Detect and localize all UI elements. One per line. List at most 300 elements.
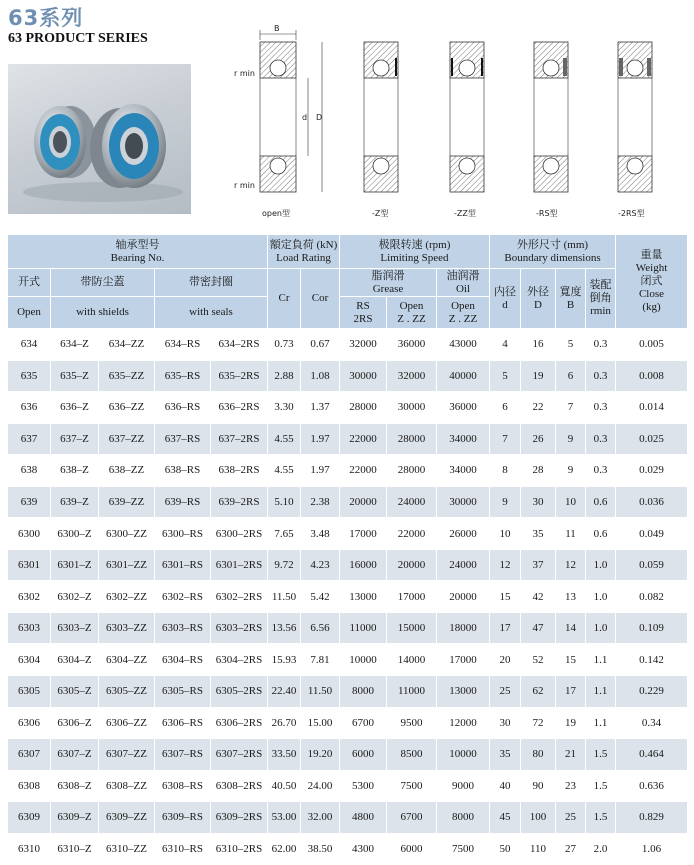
cell-grease-rs-speed: 32000 [340,329,387,361]
cell-weight: 0.008 [616,360,688,392]
cell-rmin: 1.0 [586,549,616,581]
cell-shield-zz-no: 6301–ZZ [99,549,155,581]
cell-rmin: 1.5 [586,770,616,802]
cell-oil-speed: 34000 [437,455,490,487]
cell-weight: 0.829 [616,802,688,834]
cell-open-no: 634 [8,329,51,361]
dimension-rmin-label-top: r min [234,69,255,78]
cell-oil-speed: 12000 [437,707,490,739]
cell-grease-open-speed: 17000 [387,581,437,613]
cell-outer-D: 72 [521,707,556,739]
cell-seal-2rs-no: 6305–2RS [211,676,268,708]
cell-seal-rs-no: 634–RS [155,329,211,361]
cell-outer-D: 80 [521,739,556,771]
cell-open-no: 636 [8,392,51,424]
header-chamfer: 装配 倒角 rmin [586,269,616,329]
cell-cr-value: 2.88 [268,360,301,392]
cell-grease-open-speed: 20000 [387,549,437,581]
cell-cr-value: 9.72 [268,549,301,581]
type-label-rs: -RS型 [536,209,558,218]
drawing-zz-type [450,42,484,218]
cell-shield-zz-no: 6307–ZZ [99,739,155,771]
cell-shield-zz-no: 634–ZZ [99,329,155,361]
header-weight: 重量 Weight 闭式 Close (kg) [616,235,688,329]
cell-cr-value: 4.55 [268,455,301,487]
dimension-rmin-label-bottom: r min [234,181,255,190]
cell-width-B: 15 [556,644,586,676]
cell-seal-2rs-no: 6302–2RS [211,581,268,613]
cell-rmin: 0.3 [586,392,616,424]
cell-oil-speed: 36000 [437,392,490,424]
cell-seal-rs-no: 639–RS [155,486,211,518]
cell-shield-zz-no: 639–ZZ [99,486,155,518]
cell-seal-2rs-no: 6309–2RS [211,802,268,834]
cell-weight: 0.036 [616,486,688,518]
cell-seal-rs-no: 6304–RS [155,644,211,676]
cell-open-no: 6300 [8,518,51,550]
cell-weight: 0.059 [616,549,688,581]
cell-cr-value: 4.55 [268,423,301,455]
cell-cr-value: 26.70 [268,707,301,739]
dimension-d-label: d [302,113,308,122]
cell-cr-value: 33.50 [268,739,301,771]
cell-cor-value: 1.37 [301,392,340,424]
cell-shield-z-no: 6308–Z [51,770,99,802]
cell-seal-rs-no: 6303–RS [155,612,211,644]
cell-cor-value: 2.38 [301,486,340,518]
cell-inner-d: 25 [490,676,521,708]
cell-shield-z-no: 6301–Z [51,549,99,581]
cell-cr-value: 22.40 [268,676,301,708]
cell-width-B: 23 [556,770,586,802]
cell-inner-d: 5 [490,360,521,392]
cell-shield-z-no: 634–Z [51,329,99,361]
cell-shield-zz-no: 6310–ZZ [99,833,155,865]
cell-grease-rs-speed: 8000 [340,676,387,708]
cell-seal-rs-no: 636–RS [155,392,211,424]
table-row [8,549,688,581]
cell-grease-open-speed: 9500 [387,707,437,739]
table-row [8,518,688,550]
table-row [8,581,688,613]
cell-oil-speed: 40000 [437,360,490,392]
cell-rmin: 1.0 [586,581,616,613]
cell-shield-zz-no: 6309–ZZ [99,802,155,834]
cell-seal-2rs-no: 638–2RS [211,455,268,487]
cell-inner-d: 40 [490,770,521,802]
header-open-cn: 开式 [8,269,51,297]
header-shields-en: with shields [51,297,155,329]
cell-shield-zz-no: 636–ZZ [99,392,155,424]
cell-width-B: 27 [556,833,586,865]
cell-shield-z-no: 6300–Z [51,518,99,550]
cell-outer-D: 16 [521,329,556,361]
cell-width-B: 12 [556,549,586,581]
header-limiting-speed: 极限转速 (rpm) Limiting Speed [340,235,490,269]
type-label-2rs: -2RS型 [618,209,645,218]
header-bearing-no: 轴承型号 Bearing No. [8,235,268,269]
header-seals-cn: 带密封圈 [155,269,268,297]
cell-oil-speed: 26000 [437,518,490,550]
cell-cr-value: 40.50 [268,770,301,802]
cell-cr-value: 62.00 [268,833,301,865]
cell-shield-zz-no: 6306–ZZ [99,707,155,739]
header-open-en: Open [8,297,51,329]
cell-width-B: 6 [556,360,586,392]
header-cr: Cr [268,269,301,329]
cell-outer-D: 26 [521,423,556,455]
cell-seal-rs-no: 6308–RS [155,770,211,802]
cell-rmin: 1.1 [586,676,616,708]
cell-seal-rs-no: 6310–RS [155,833,211,865]
drawing-z-type [364,42,398,218]
cell-seal-rs-no: 6302–RS [155,581,211,613]
cell-grease-open-speed: 32000 [387,360,437,392]
cell-grease-rs-speed: 30000 [340,360,387,392]
cell-grease-open-speed: 11000 [387,676,437,708]
cell-grease-open-speed: 22000 [387,518,437,550]
cell-seal-2rs-no: 635–2RS [211,360,268,392]
cell-grease-rs-speed: 10000 [340,644,387,676]
cell-cr-value: 11.50 [268,581,301,613]
header-outer-diameter: 外径 D [521,269,556,329]
cell-width-B: 11 [556,518,586,550]
header-grease-open: Open Z . ZZ [387,297,437,329]
cell-grease-open-speed: 28000 [387,423,437,455]
cell-rmin: 0.3 [586,329,616,361]
cell-inner-d: 30 [490,707,521,739]
cell-shield-z-no: 6304–Z [51,644,99,676]
cell-open-no: 635 [8,360,51,392]
cell-cr-value: 53.00 [268,802,301,834]
cell-seal-rs-no: 6305–RS [155,676,211,708]
cell-rmin: 1.1 [586,707,616,739]
cell-oil-speed: 34000 [437,423,490,455]
cell-seal-2rs-no: 6301–2RS [211,549,268,581]
cell-width-B: 10 [556,486,586,518]
table-row [8,392,688,424]
page-title-cn: 63系列 [8,6,84,30]
bearing-product-photo [8,64,191,214]
cell-grease-rs-speed: 4300 [340,833,387,865]
dimension-B-label: B [274,24,280,33]
cell-seal-rs-no: 635–RS [155,360,211,392]
cell-cor-value: 24.00 [301,770,340,802]
table-row [8,833,688,865]
cell-shield-z-no: 6305–Z [51,676,99,708]
cell-inner-d: 8 [490,455,521,487]
cell-open-no: 6309 [8,802,51,834]
cell-grease-open-speed: 24000 [387,486,437,518]
cell-weight: 0.082 [616,581,688,613]
cell-outer-D: 22 [521,392,556,424]
cell-inner-d: 50 [490,833,521,865]
cell-outer-D: 37 [521,549,556,581]
cell-open-no: 6303 [8,612,51,644]
cell-width-B: 9 [556,455,586,487]
cell-grease-rs-speed: 11000 [340,612,387,644]
cell-rmin: 0.3 [586,423,616,455]
cell-cr-value: 13.56 [268,612,301,644]
cell-open-no: 6301 [8,549,51,581]
cell-seal-2rs-no: 6303–2RS [211,612,268,644]
header-shields-cn: 带防尘蓋 [51,269,155,297]
bearing-photo-illustration [8,64,191,214]
cell-grease-open-speed: 6700 [387,802,437,834]
cell-cr-value: 15.93 [268,644,301,676]
bearing-left [34,106,96,178]
cell-shield-z-no: 6307–Z [51,739,99,771]
cell-grease-rs-speed: 13000 [340,581,387,613]
spec-table-body [8,329,688,865]
cell-open-no: 6310 [8,833,51,865]
cell-seal-2rs-no: 6304–2RS [211,644,268,676]
cell-seal-rs-no: 638–RS [155,455,211,487]
cell-open-no: 6306 [8,707,51,739]
cell-inner-d: 4 [490,329,521,361]
cell-grease-rs-speed: 17000 [340,518,387,550]
header-grease: 脂润滑 Grease [340,269,437,297]
cell-outer-D: 35 [521,518,556,550]
header-grease-rs: RS 2RS [340,297,387,329]
cell-width-B: 13 [556,581,586,613]
cell-weight: 0.142 [616,644,688,676]
cell-seal-rs-no: 637–RS [155,423,211,455]
cell-outer-D: 30 [521,486,556,518]
cell-open-no: 6304 [8,644,51,676]
cell-width-B: 21 [556,739,586,771]
cell-grease-rs-speed: 16000 [340,549,387,581]
cell-grease-rs-speed: 4800 [340,802,387,834]
cell-open-no: 6308 [8,770,51,802]
cell-grease-rs-speed: 5300 [340,770,387,802]
cell-inner-d: 20 [490,644,521,676]
cell-rmin: 1.1 [586,644,616,676]
cell-seal-2rs-no: 6310–2RS [211,833,268,865]
cell-outer-D: 100 [521,802,556,834]
header-inner-diameter: 内径 d [490,269,521,329]
cell-inner-d: 17 [490,612,521,644]
cell-outer-D: 47 [521,612,556,644]
cell-outer-D: 110 [521,833,556,865]
cell-shield-zz-no: 6308–ZZ [99,770,155,802]
cell-open-no: 639 [8,486,51,518]
cell-shield-zz-no: 6304–ZZ [99,644,155,676]
cell-cr-value: 7.65 [268,518,301,550]
cell-cor-value: 3.48 [301,518,340,550]
header-load-rating: 額定負荷 (kN) Load Rating [268,235,340,269]
cell-weight: 0.34 [616,707,688,739]
cell-rmin: 0.6 [586,518,616,550]
cell-shield-zz-no: 6305–ZZ [99,676,155,708]
cell-weight: 0.636 [616,770,688,802]
cell-oil-speed: 24000 [437,549,490,581]
page-title-en: 63 PRODUCT SERIES [8,31,148,46]
table-row [8,644,688,676]
cell-cor-value: 5.42 [301,581,340,613]
cell-rmin: 1.5 [586,739,616,771]
cell-width-B: 5 [556,329,586,361]
cell-oil-speed: 30000 [437,486,490,518]
table-row [8,676,688,708]
cell-cr-value: 0.73 [268,329,301,361]
cell-seal-2rs-no: 6308–2RS [211,770,268,802]
table-row [8,739,688,771]
cell-rmin: 1.5 [586,802,616,834]
cell-grease-rs-speed: 22000 [340,423,387,455]
cell-cr-value: 5.10 [268,486,301,518]
cell-width-B: 7 [556,392,586,424]
cell-shield-z-no: 635–Z [51,360,99,392]
cell-width-B: 17 [556,676,586,708]
cell-grease-rs-speed: 28000 [340,392,387,424]
cell-shield-zz-no: 635–ZZ [99,360,155,392]
cell-seal-rs-no: 6309–RS [155,802,211,834]
cell-grease-open-speed: 7500 [387,770,437,802]
cell-grease-open-speed: 28000 [387,455,437,487]
cell-rmin: 0.6 [586,486,616,518]
cell-weight: 0.464 [616,739,688,771]
cell-grease-open-speed: 15000 [387,612,437,644]
cell-inner-d: 35 [490,739,521,771]
cell-oil-speed: 17000 [437,644,490,676]
cell-weight: 0.014 [616,392,688,424]
cell-seal-rs-no: 6307–RS [155,739,211,771]
header-oil: 油润滑 Oil [437,269,490,297]
cell-open-no: 638 [8,455,51,487]
cell-oil-speed: 8000 [437,802,490,834]
cell-weight: 0.025 [616,423,688,455]
table-row [8,770,688,802]
cell-shield-zz-no: 6303–ZZ [99,612,155,644]
cell-grease-rs-speed: 20000 [340,486,387,518]
cell-cor-value: 0.67 [301,329,340,361]
cell-open-no: 6305 [8,676,51,708]
cell-cor-value: 7.81 [301,644,340,676]
cell-outer-D: 19 [521,360,556,392]
cell-shield-z-no: 6302–Z [51,581,99,613]
cell-open-no: 637 [8,423,51,455]
type-label-open: open型 [262,209,290,218]
cell-cor-value: 19.20 [301,739,340,771]
cell-seal-2rs-no: 639–2RS [211,486,268,518]
cell-oil-speed: 9000 [437,770,490,802]
cell-shield-zz-no: 637–ZZ [99,423,155,455]
cell-shield-zz-no: 638–ZZ [99,455,155,487]
cell-oil-speed: 7500 [437,833,490,865]
cell-seal-rs-no: 6301–RS [155,549,211,581]
cell-width-B: 19 [556,707,586,739]
cell-outer-D: 52 [521,644,556,676]
type-label-zz: -ZZ型 [454,209,476,218]
cell-cr-value: 3.30 [268,392,301,424]
cell-shield-zz-no: 6302–ZZ [99,581,155,613]
header-boundary-dimensions: 外形尺寸 (mm) Boundary dimensions [490,235,616,269]
cell-open-no: 6307 [8,739,51,771]
cell-inner-d: 15 [490,581,521,613]
cell-cor-value: 11.50 [301,676,340,708]
cell-weight: 0.049 [616,518,688,550]
cell-inner-d: 45 [490,802,521,834]
cell-cor-value: 4.23 [301,549,340,581]
cell-cor-value: 38.50 [301,833,340,865]
header-seals-en: with seals [155,297,268,329]
table-row [8,612,688,644]
cell-seal-2rs-no: 636–2RS [211,392,268,424]
drawing-rs-type [534,42,568,218]
cell-seal-2rs-no: 6300–2RS [211,518,268,550]
cell-cor-value: 15.00 [301,707,340,739]
cell-outer-D: 62 [521,676,556,708]
table-row [8,423,688,455]
cell-seal-2rs-no: 634–2RS [211,329,268,361]
cell-oil-speed: 43000 [437,329,490,361]
cell-cor-value: 1.08 [301,360,340,392]
header-width: 寬度 B [556,269,586,329]
cell-inner-d: 6 [490,392,521,424]
cell-shield-z-no: 6306–Z [51,707,99,739]
cell-shield-z-no: 6303–Z [51,612,99,644]
cell-weight: 0.005 [616,329,688,361]
cell-seal-rs-no: 6300–RS [155,518,211,550]
cell-inner-d: 12 [490,549,521,581]
cell-weight: 1.06 [616,833,688,865]
cell-shield-z-no: 636–Z [51,392,99,424]
table-row [8,486,688,518]
table-row [8,360,688,392]
table-row [8,455,688,487]
cell-width-B: 14 [556,612,586,644]
cell-shield-z-no: 6309–Z [51,802,99,834]
cell-grease-open-speed: 6000 [387,833,437,865]
cell-outer-D: 42 [521,581,556,613]
bearing-spec-table [7,234,688,865]
cell-oil-speed: 20000 [437,581,490,613]
cell-grease-open-speed: 14000 [387,644,437,676]
cell-rmin: 0.3 [586,360,616,392]
dimension-D-label: D [316,113,323,122]
cell-cor-value: 1.97 [301,455,340,487]
cell-rmin: 2.0 [586,833,616,865]
cell-oil-speed: 10000 [437,739,490,771]
cell-shield-z-no: 638–Z [51,455,99,487]
cell-width-B: 9 [556,423,586,455]
cell-outer-D: 90 [521,770,556,802]
cell-inner-d: 10 [490,518,521,550]
cell-cor-value: 32.00 [301,802,340,834]
cell-grease-open-speed: 30000 [387,392,437,424]
cell-inner-d: 7 [490,423,521,455]
cell-grease-rs-speed: 6000 [340,739,387,771]
cell-seal-2rs-no: 6307–2RS [211,739,268,771]
cell-rmin: 0.3 [586,455,616,487]
cell-oil-speed: 13000 [437,676,490,708]
drawing-open-type [234,24,322,218]
cell-shield-z-no: 6310–Z [51,833,99,865]
cell-open-no: 6302 [8,581,51,613]
cell-seal-2rs-no: 637–2RS [211,423,268,455]
cell-grease-rs-speed: 22000 [340,455,387,487]
cell-weight: 0.229 [616,676,688,708]
header-oil-open: Open Z . ZZ [437,297,490,329]
cell-width-B: 25 [556,802,586,834]
cell-weight: 0.029 [616,455,688,487]
cell-outer-D: 28 [521,455,556,487]
cell-cor-value: 6.56 [301,612,340,644]
cell-seal-2rs-no: 6306–2RS [211,707,268,739]
cell-grease-rs-speed: 6700 [340,707,387,739]
table-row [8,802,688,834]
